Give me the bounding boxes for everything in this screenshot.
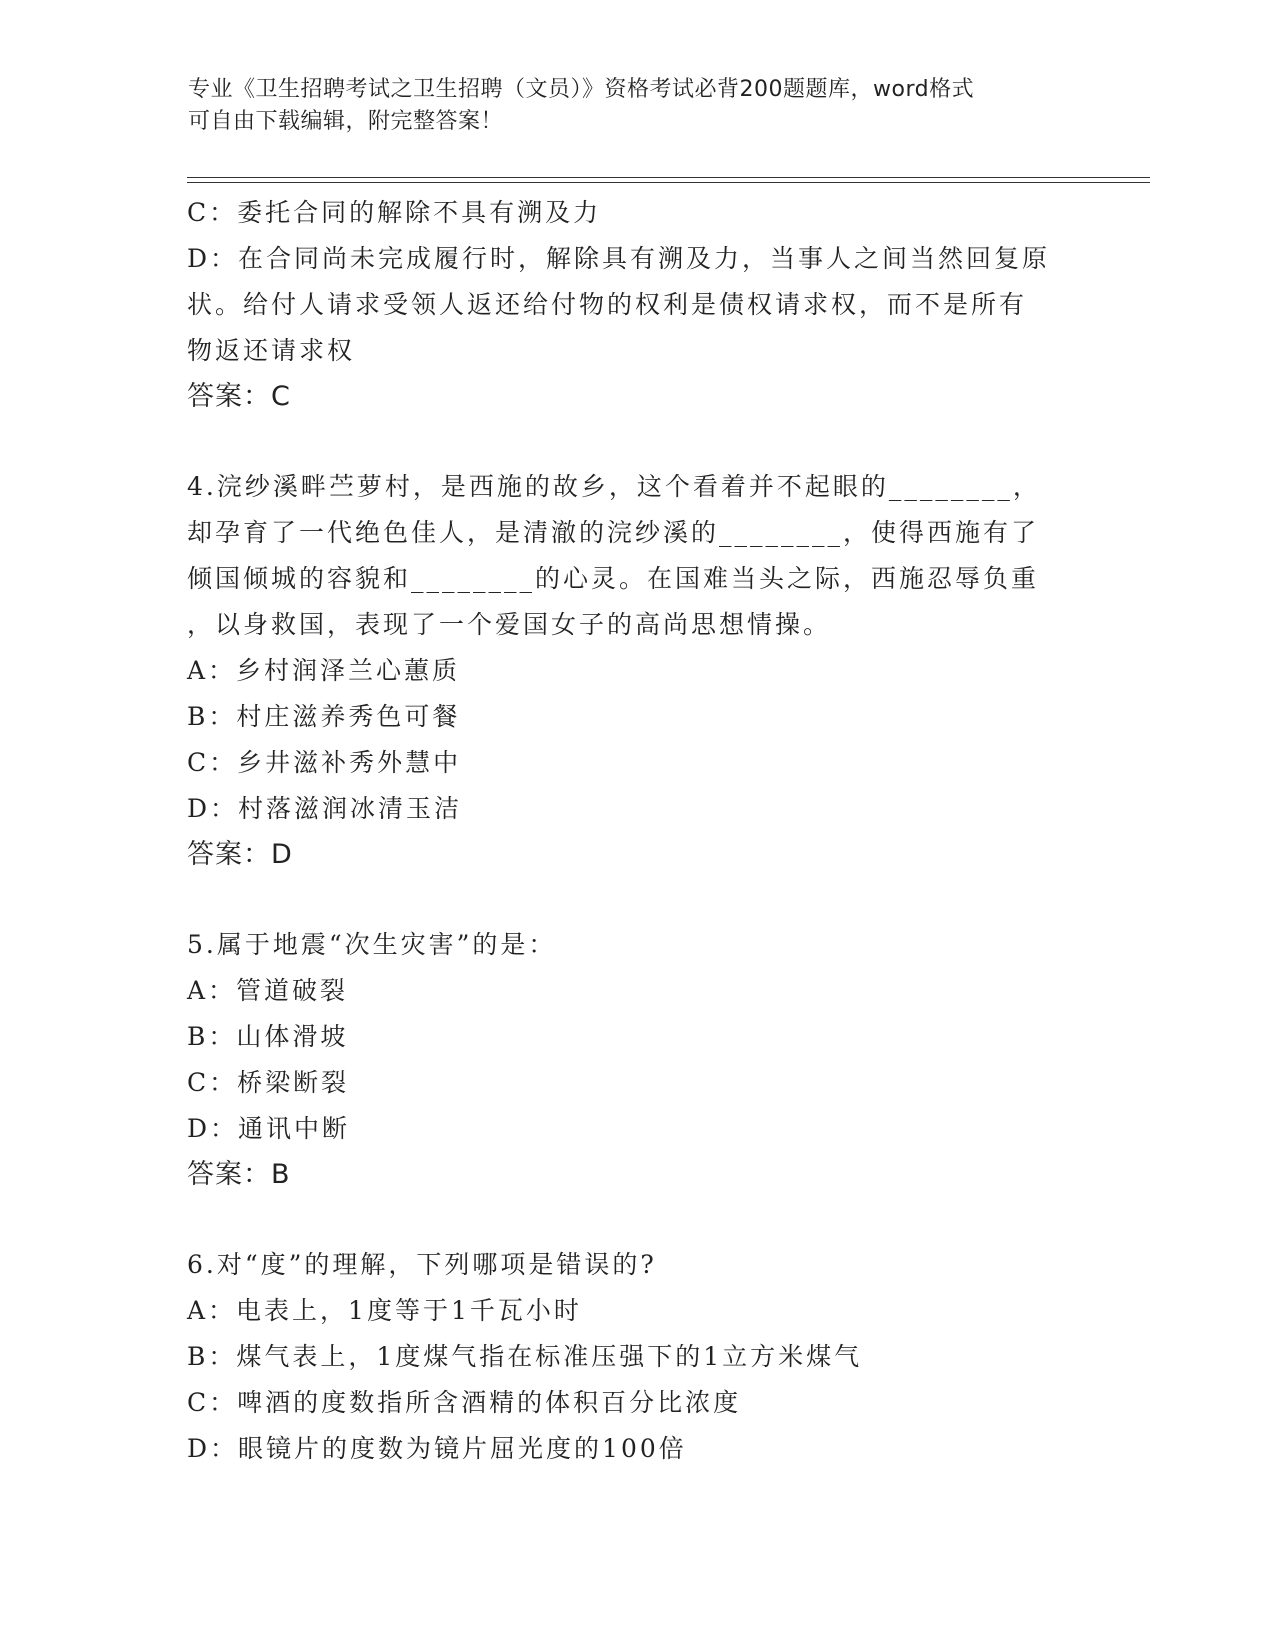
- header-title-line-1: 专业《卫生招聘考试之卫生招聘（文员）》资格考试必背200题题库，word格式: [188, 77, 975, 102]
- option-c: C：委托合同的解除不具有溯及力: [187, 198, 602, 227]
- option-d: D：村落滋润冰清玉洁: [187, 794, 463, 823]
- option-d: D：眼镜片的度数为镜片屈光度的100倍: [187, 1434, 687, 1463]
- option-b: B：山体滑坡: [187, 1022, 349, 1051]
- option-c: C：乡井滋补秀外慧中: [187, 748, 462, 777]
- question-3-tail: [187, 190, 1087, 420]
- option-c: C：啤酒的度数指所含酒精的体积百分比浓度: [187, 1388, 742, 1417]
- option-d-line-3: 物返还请求权: [187, 336, 356, 365]
- page-header: [188, 74, 1088, 138]
- option-d: D：通讯中断: [187, 1114, 351, 1143]
- option-a: A：乡村润泽兰心蕙质: [187, 656, 461, 685]
- spacer: [187, 878, 1087, 922]
- question-5: [187, 922, 1087, 1198]
- option-a: A：电表上，1度等于1千瓦小时: [187, 1296, 582, 1325]
- option-c: C：桥梁断裂: [187, 1068, 350, 1097]
- question-6: [187, 1242, 1087, 1472]
- spacer: [187, 1198, 1087, 1242]
- header-title-line-2: 可自由下载编辑，附完整答案！: [188, 109, 504, 134]
- question-stem: 5.属于地震“次生灾害”的是：: [187, 930, 557, 959]
- question-stem-line-1: 4.浣纱溪畔苎萝村，是西施的故乡，这个看着并不起眼的________，: [187, 472, 1041, 501]
- question-stem: 6.对“度”的理解，下列哪项是错误的?: [187, 1250, 657, 1279]
- answer-line: 答案：C: [187, 381, 291, 412]
- option-d-line-1: D：在合同尚未完成履行时，解除具有溯及力，当事人之间当然回复原: [187, 244, 1051, 273]
- question-4: [187, 464, 1087, 878]
- option-d-line-2: 状。给付人请求受领人返还给付物的权利是债权请求权，而不是所有: [187, 290, 1028, 319]
- question-content: [187, 190, 1087, 1472]
- header-rule-bottom: [187, 182, 1150, 183]
- option-b: B：煤气表上，1度煤气指在标准压强下的1立方米煤气: [187, 1342, 863, 1371]
- header-rule-top: [187, 177, 1150, 178]
- question-stem-line-2: 却孕育了一代绝色佳人，是清澈的浣纱溪的________，使得西施有了: [187, 518, 1040, 547]
- question-stem-line-3: 倾国倾城的容貌和________的心灵。在国难当头之际，西施忍辱负重: [187, 564, 1040, 593]
- question-stem-line-4: ，以身救国，表现了一个爱国女子的高尚思想情操。: [187, 610, 832, 639]
- option-b: B：村庄滋养秀色可餐: [187, 702, 461, 731]
- option-a: A：管道破裂: [187, 976, 349, 1005]
- spacer: [187, 420, 1087, 464]
- answer-line: 答案：D: [187, 839, 293, 870]
- answer-line: 答案：B: [187, 1159, 291, 1190]
